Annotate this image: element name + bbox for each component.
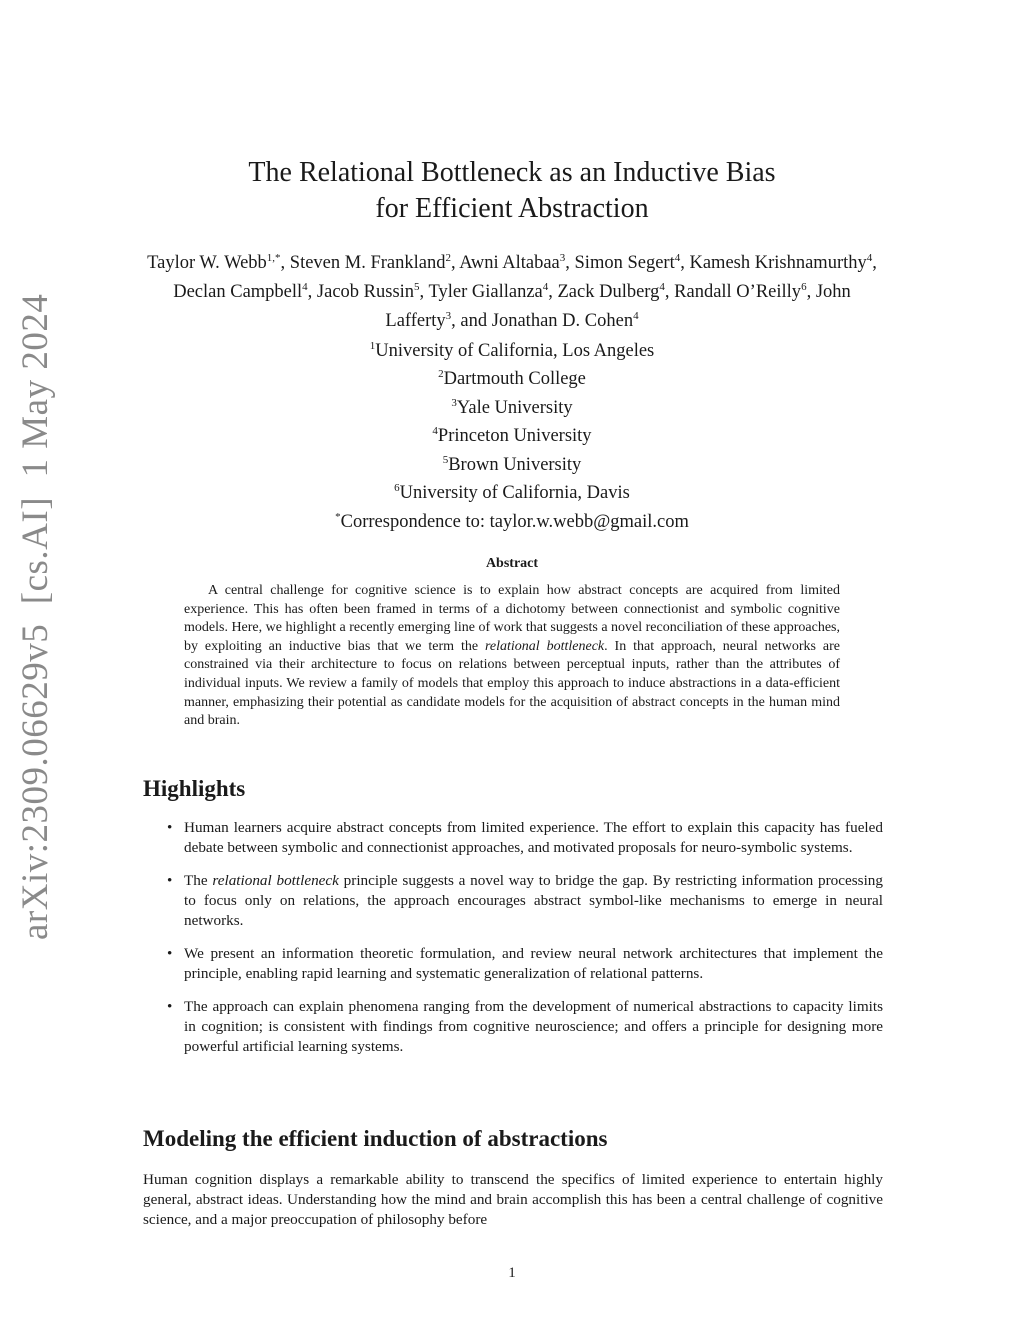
bullet-icon: •: [167, 945, 173, 962]
abstract-heading: Abstract: [485, 556, 539, 571]
highlight-italic: relational bottleneck: [212, 872, 339, 889]
affiliation-mark: 1: [369, 340, 376, 352]
highlight-item: [143, 944, 883, 984]
author-name: Randall O’Reilly: [674, 282, 802, 303]
author-affil-mark: 4: [542, 281, 549, 294]
author-separator: ,: [450, 253, 460, 274]
affiliation-text: Dartmouth College: [443, 369, 586, 390]
affiliation: [140, 363, 884, 391]
author: [689, 253, 876, 273]
affiliation-list: [140, 335, 884, 534]
author-affil-mark: 2: [445, 252, 451, 264]
affiliation-mark: 5: [442, 453, 449, 466]
author-name: Tyler Giallanza: [428, 282, 543, 303]
affiliation-text: University of California, Los Angeles: [375, 341, 655, 362]
author-name: Zack Dulberg: [557, 282, 660, 303]
title-line-2: for Efficient Abstraction: [375, 193, 649, 224]
highlight-text: The: [184, 872, 213, 889]
author-separator: ,: [419, 282, 429, 303]
author-name: Declan Campbell: [173, 282, 303, 303]
author-name: Steven M. Frankland: [289, 253, 446, 274]
highlight-item: [143, 871, 883, 931]
affiliation-mark: 4: [432, 425, 438, 438]
affiliation-mark: 6: [394, 482, 400, 495]
paper-title: [140, 155, 884, 227]
highlight-item: [143, 997, 883, 1057]
affiliation-text: Yale University: [456, 398, 573, 419]
author: [428, 282, 557, 302]
author-affil-mark: 4: [633, 310, 639, 323]
author-separator: ,: [664, 282, 675, 303]
author: [290, 253, 459, 273]
correspondence-text: Correspondence to: taylor.w.webb@gmail.com: [340, 511, 689, 532]
author-affil-mark: 5: [414, 281, 420, 294]
author-affil-mark: 1,*: [266, 252, 281, 264]
bullet-icon: •: [167, 819, 173, 836]
author-affil-mark: 4: [302, 281, 308, 294]
affiliation-text: Princeton University: [437, 426, 592, 447]
author-separator: ,: [548, 282, 558, 303]
title-line-1: The Relational Bottleneck as an Inductive Bias: [248, 157, 776, 188]
affiliation: [140, 420, 884, 448]
abstract-paragraph: [184, 582, 840, 731]
author: [459, 253, 574, 273]
highlight-item: [143, 818, 883, 858]
affiliation: [140, 477, 884, 505]
affiliation-text: Brown University: [448, 454, 582, 475]
author-separator: ,: [680, 253, 690, 274]
affiliation-mark: 2: [438, 368, 444, 381]
affiliation: [140, 449, 884, 477]
author-list: [140, 246, 884, 333]
author-name: Taylor W. Webb: [147, 253, 267, 274]
author-affil-mark: 4: [674, 252, 681, 264]
author: [674, 282, 816, 302]
affiliation-mark: 3: [451, 396, 457, 409]
abstract-text-part: A central challenge for cognitive science is to explain how abstract concepts are acquired from limited experience. This has often been framed in terms of a dichotomy between connectionist and symbolic cognitive models. Here, we highlight a recently emerging line of work that suggests a novel reconciliation of these approaches, by exploiting an inductive bias that we term the: [184, 583, 840, 654]
abstract-italic-term: relational bottleneck: [484, 638, 605, 654]
author: [492, 311, 639, 331]
affiliation: [140, 392, 884, 420]
author-name: Awni Altabaa: [459, 253, 560, 274]
author: [558, 282, 675, 302]
arxiv-stamp: arXiv:2309.06629v5 [cs.AI] 1 May 2024: [15, 293, 56, 940]
highlights-list: [143, 818, 883, 1070]
bullet-icon: •: [167, 998, 173, 1015]
author-name: Jonathan D. Cohen: [491, 311, 634, 332]
author-separator: ,: [307, 282, 317, 303]
author: [575, 253, 690, 273]
modeling-heading: Modeling the efficient induction of abstractions: [143, 1126, 608, 1151]
author-name: Kamesh Krishnamurthy: [689, 253, 867, 274]
author: [173, 282, 317, 302]
author-affil-mark: 3: [445, 310, 452, 323]
page-number: 1: [508, 1265, 516, 1281]
author-affil-mark: 3: [559, 252, 566, 264]
highlight-text: Human learners acquire abstract concepts from limited experience. The effort to explain this capacity has fueled debate between symbolic and connectionist approaches, and motivated proposals for neuro-symbolic systems.: [184, 819, 883, 856]
author-separator: ,: [565, 253, 575, 274]
author-affil-mark: 4: [659, 281, 665, 294]
author-affil-mark: 6: [801, 281, 807, 294]
highlight-text: We present an information theoretic formulation, and review neural network architectures that implement the principle, enabling rapid learning and systematic generalization of relational patterns.: [184, 945, 883, 982]
author-name: John Lafferty: [385, 282, 851, 332]
author-separator: ,: [806, 282, 816, 303]
bullet-icon: •: [167, 872, 173, 889]
affiliation-mark: *: [335, 510, 341, 523]
affiliation-text: University of California, Davis: [399, 483, 630, 504]
author-name: Jacob Russin: [316, 282, 415, 303]
author: [147, 253, 290, 273]
correspondence: [140, 506, 884, 534]
author-separator: ,: [280, 253, 290, 274]
modeling-paragraph: Human cognition displays a remarkable ability to transcend the specifics of limited experience to entertain highly general, abstract ideas. Understanding how the mind and brain accomplish this has been a central challenge of cognitive science, and a major preoccupation of philosophy before: [143, 1171, 883, 1228]
author-separator: , and: [451, 311, 492, 332]
affiliation: [140, 335, 884, 363]
abstract-text-part: . In that approach, neural networks are constrained via their architecture to focus on relations between perceptual inputs, rather than the attributes of individual inputs. We review a family of models that employ this approach to induce abstractions in a data-efficient manner, emphasizing their potential as candidate models for the acquisition of abstract concepts in the human mind and brain.: [184, 638, 841, 729]
author-separator: ,: [872, 253, 877, 274]
highlight-text: The approach can explain phenomena ranging from the development of numerical abstractions to capacity limits in cognition; is consistent with findings from cognitive neuroscience; and offers a principle for designing more powerful artificial learning systems.: [184, 998, 883, 1055]
highlight-text: principle suggests a novel way to bridge the gap. By restricting information processing to focus only on relations, the approach encourages abstract symbol-like mechanisms to emerge in neural networks.: [184, 872, 883, 929]
author-name: Simon Segert: [574, 253, 675, 274]
highlights-heading: Highlights: [143, 776, 246, 801]
author-affil-mark: 4: [866, 252, 873, 264]
author: [317, 282, 429, 302]
